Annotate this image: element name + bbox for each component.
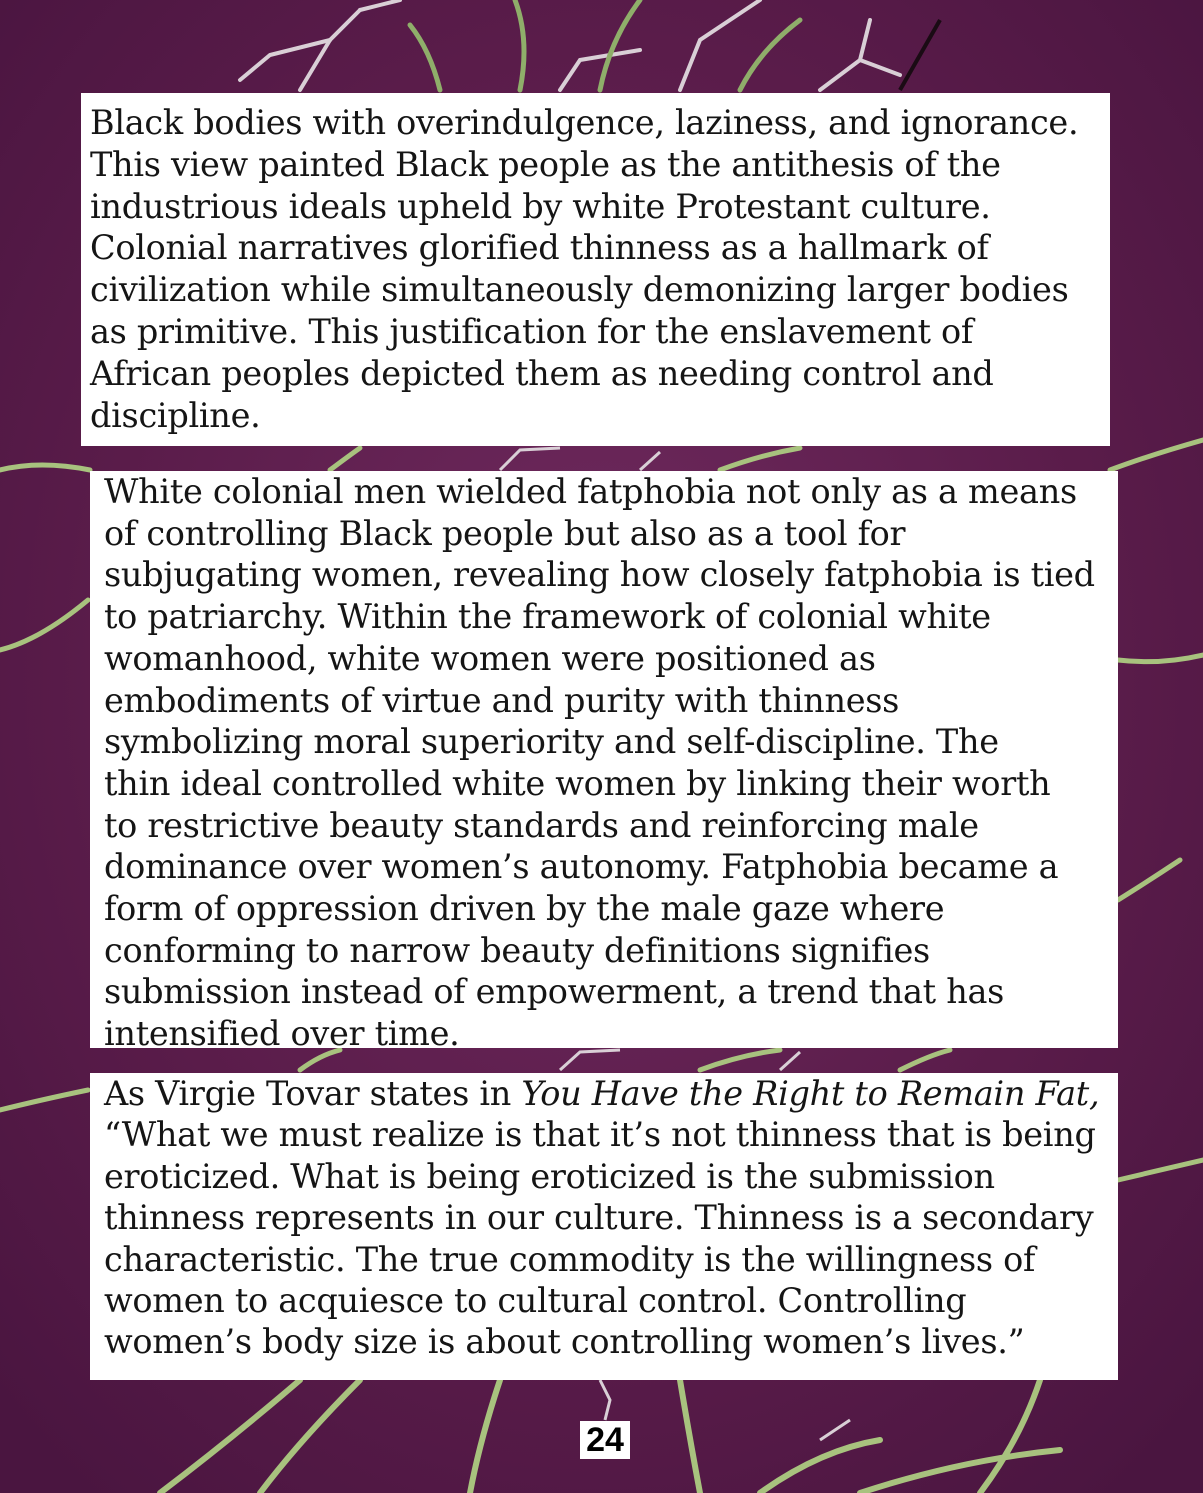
quote-intro-text: As Virgie Tovar states in [104, 1074, 522, 1113]
paragraph-line: subjugating women, revealing how closely fatphobia is tied [104, 555, 1095, 595]
paragraph-line: to restrictive beauty standards and reinforcing male [104, 805, 979, 845]
paragraph-line: conforming to narrow beauty definitions signifies [104, 930, 930, 970]
paragraph-line: symbolizing moral superiority and self-discipline. The [104, 722, 999, 762]
paragraph-line: form of oppression driven by the male gaze where [104, 889, 945, 929]
paragraph-line: White colonial men wielded fatphobia not only as a means [104, 472, 1077, 511]
quote-line: eroticized. What is being eroticized is the submission [104, 1156, 995, 1196]
paragraph-line: intensified over time. [104, 1014, 460, 1054]
paragraph-line: of controlling Black people but also as a tool for [104, 513, 906, 553]
quote-line: women to acquiesce to cultural control. Controlling [104, 1281, 967, 1321]
paragraph-box-1 [81, 93, 1110, 446]
quote-box [90, 1073, 1118, 1380]
quote-line: thinness represents in our culture. Thinness is a secondary [104, 1198, 1094, 1238]
paragraph-line: This view painted Black people as the antithesis of the [90, 144, 1001, 184]
paragraph-line: thin ideal controlled white women by linking their worth [104, 763, 1051, 803]
paragraph-line: dominance over women’s autonomy. Fatphobia became a [104, 847, 1059, 887]
paragraph-line: submission instead of empowerment, a trend that has [104, 972, 1005, 1012]
paragraph-box-2 [90, 471, 1118, 1054]
paragraph-line: to patriarchy. Within the framework of colonial white [104, 597, 991, 637]
paragraph-line: industrious ideals upheld by white Protestant culture. [90, 186, 991, 226]
paragraph-line: African peoples depicted them as needing control and [90, 353, 994, 393]
quote-line: “What we must realize is that it’s not thinness that is being [104, 1115, 1096, 1155]
page-number: 24 [580, 1421, 630, 1459]
paragraph-line: embodiments of virtue and purity with thinness [104, 680, 900, 720]
paragraph-line: womanhood, white women were positioned as [104, 638, 876, 678]
paragraph-line: discipline. [90, 395, 261, 435]
paragraph-line: Colonial narratives glorified thinness as a hallmark of [90, 228, 989, 268]
paragraph-line: civilization while simultaneously demonizing larger bodies [90, 270, 1069, 310]
book-title: You Have the Right to Remain Fat, [521, 1074, 1100, 1113]
quote-line: women’s body size is about controlling women’s lives.” [104, 1322, 1025, 1362]
quote-line: characteristic. The true commodity is the willingness of [104, 1239, 1036, 1279]
paragraph-line: Black bodies with overindulgence, laziness, and ignorance. [90, 103, 1079, 142]
paragraph-line: as primitive. This justification for the enslavement of [90, 311, 974, 351]
quote-intro-line [104, 1073, 1099, 1114]
